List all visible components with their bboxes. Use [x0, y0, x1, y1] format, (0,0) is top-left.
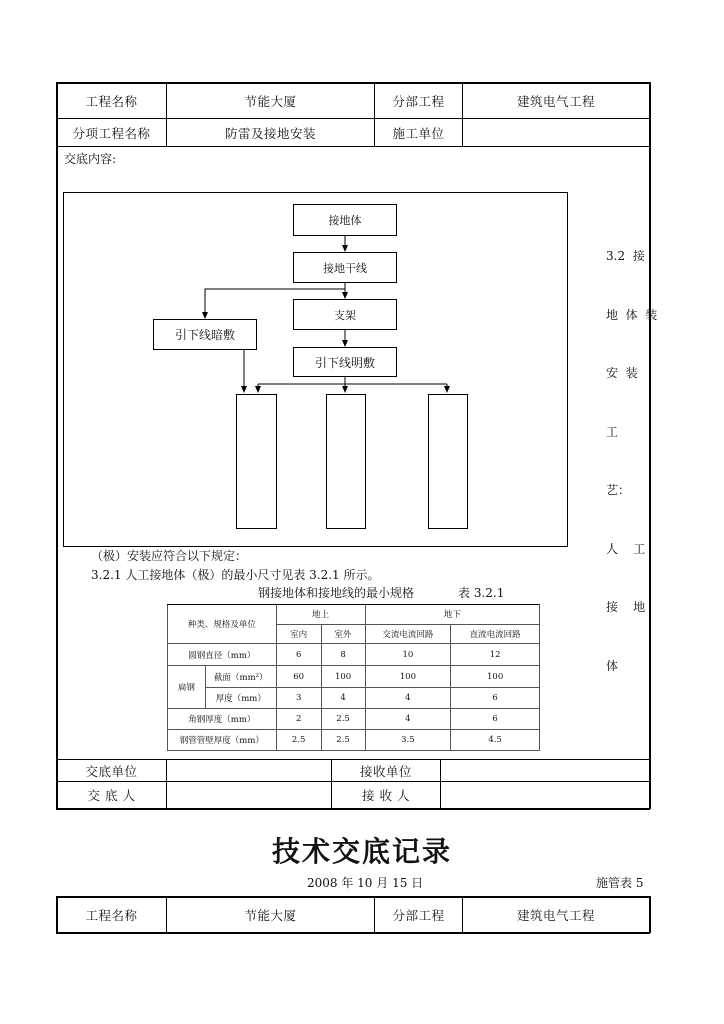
table-cell: 6 [451, 688, 540, 709]
table-row [168, 666, 540, 688]
side-text-line: 工 [606, 424, 619, 439]
receiver-person-label: 接 收 人 [362, 788, 410, 803]
table-cell: 2 [276, 709, 321, 730]
table-cell: 3 [276, 688, 321, 709]
subitem-label: 分项工程名称 [72, 125, 151, 141]
table-cell: 厚度（mm） [205, 688, 276, 709]
table-below-ground: 地下 [365, 605, 540, 625]
table-cell: 12 [451, 644, 540, 666]
table-cell: 100 [321, 666, 365, 688]
body-line-1: （极）安装应符合以下规定： [91, 549, 248, 563]
flow-box-exposed-downlead: 引下线明敷 [293, 347, 397, 377]
content-label: 交底内容: [64, 152, 117, 166]
table-cell: 60 [276, 666, 321, 688]
receiver-unit-label: 接收单位 [359, 763, 412, 779]
issuer-person-label: 交 底 人 [87, 788, 136, 803]
flow-box-empty-1 [236, 394, 277, 529]
table-cell: 100 [451, 666, 540, 688]
flow-box-ground-body: 接地体 [293, 204, 397, 236]
contractor-label: 施工单位 [392, 125, 445, 141]
subitem-value: 防雷及接地安装 [224, 125, 316, 141]
table-cell: 截面（mm²） [205, 666, 276, 688]
second-division-label: 分部工程 [392, 907, 445, 923]
table-number: 表 3.2.1 [458, 586, 505, 600]
side-text-line: 人 工 [606, 541, 646, 556]
table-row [168, 644, 540, 666]
table-cell: 3.5 [365, 730, 451, 751]
table-dc-loop: 直流电流回路 [451, 624, 540, 644]
second-project-name-value: 节能大厦 [244, 907, 297, 923]
project-name-value: 节能大厦 [244, 93, 297, 109]
table-cell: 圆钢直径（mm） [168, 644, 277, 666]
table-cell: 10 [365, 644, 451, 666]
table-cell: 钢管管壁厚度（mm） [168, 730, 277, 751]
page-title: 技术交底记录 [271, 835, 452, 868]
table-header-row [168, 605, 540, 625]
table-row [168, 730, 540, 751]
table-cell: 6 [451, 709, 540, 730]
flow-box-concealed-downlead: 引下线暗敷 [153, 319, 257, 350]
spec-table [167, 604, 540, 751]
second-project-name-label: 工程名称 [85, 907, 138, 923]
table-cell: 2.5 [321, 709, 365, 730]
table-cell: 100 [365, 666, 451, 688]
flow-box-ground-trunk: 接地干线 [293, 252, 397, 283]
side-text-line: 3.2 接 [606, 249, 645, 263]
table-indoor: 室内 [276, 624, 321, 644]
table-caption: 钢接地体和接地线的最小规格 [258, 586, 415, 600]
flow-box-empty-3 [428, 394, 468, 529]
table-row [168, 688, 540, 709]
table-outdoor: 室外 [321, 624, 365, 644]
table-cell: 扁钢 [168, 666, 206, 709]
table-row [168, 709, 540, 730]
side-text-line: 地 体 装 [606, 307, 658, 322]
form-number: 施管表 5 [596, 876, 644, 890]
second-division-value: 建筑电气工程 [516, 907, 595, 923]
table-cell: 角钢厚度（mm） [168, 709, 277, 730]
flow-box-bracket: 支架 [293, 299, 397, 330]
table-ac-loop: 交流电流回路 [365, 624, 451, 644]
side-text-line: 体 [606, 658, 619, 673]
side-text-line: 安 装 [606, 366, 638, 380]
issuer-unit-label: 交底单位 [85, 763, 138, 779]
division-label: 分部工程 [392, 93, 445, 109]
project-name-label: 工程名称 [85, 93, 138, 109]
table-cell: 6 [276, 644, 321, 666]
side-text-line: 艺： [606, 483, 631, 497]
flow-box-empty-2 [326, 394, 366, 529]
table-cell: 2.5 [321, 730, 365, 751]
side-text [606, 208, 657, 696]
table-cell: 4.5 [451, 730, 540, 751]
table-cell: 4 [365, 688, 451, 709]
table-cell: 4 [365, 709, 451, 730]
body-line-2: 3.2.1 人工接地体（极）的最小尺寸见表 3.2.1 所示。 [91, 568, 380, 582]
table-above-ground: 地上 [276, 605, 365, 625]
table-cell: 8 [321, 644, 365, 666]
division-value: 建筑电气工程 [516, 93, 595, 109]
table-col-header: 种类、规格及单位 [168, 605, 277, 644]
side-text-line: 接 地 [606, 600, 646, 614]
table-cell: 2.5 [276, 730, 321, 751]
record-date: 2008 年 10 月 15 日 [307, 876, 424, 890]
table-cell: 4 [321, 688, 365, 709]
